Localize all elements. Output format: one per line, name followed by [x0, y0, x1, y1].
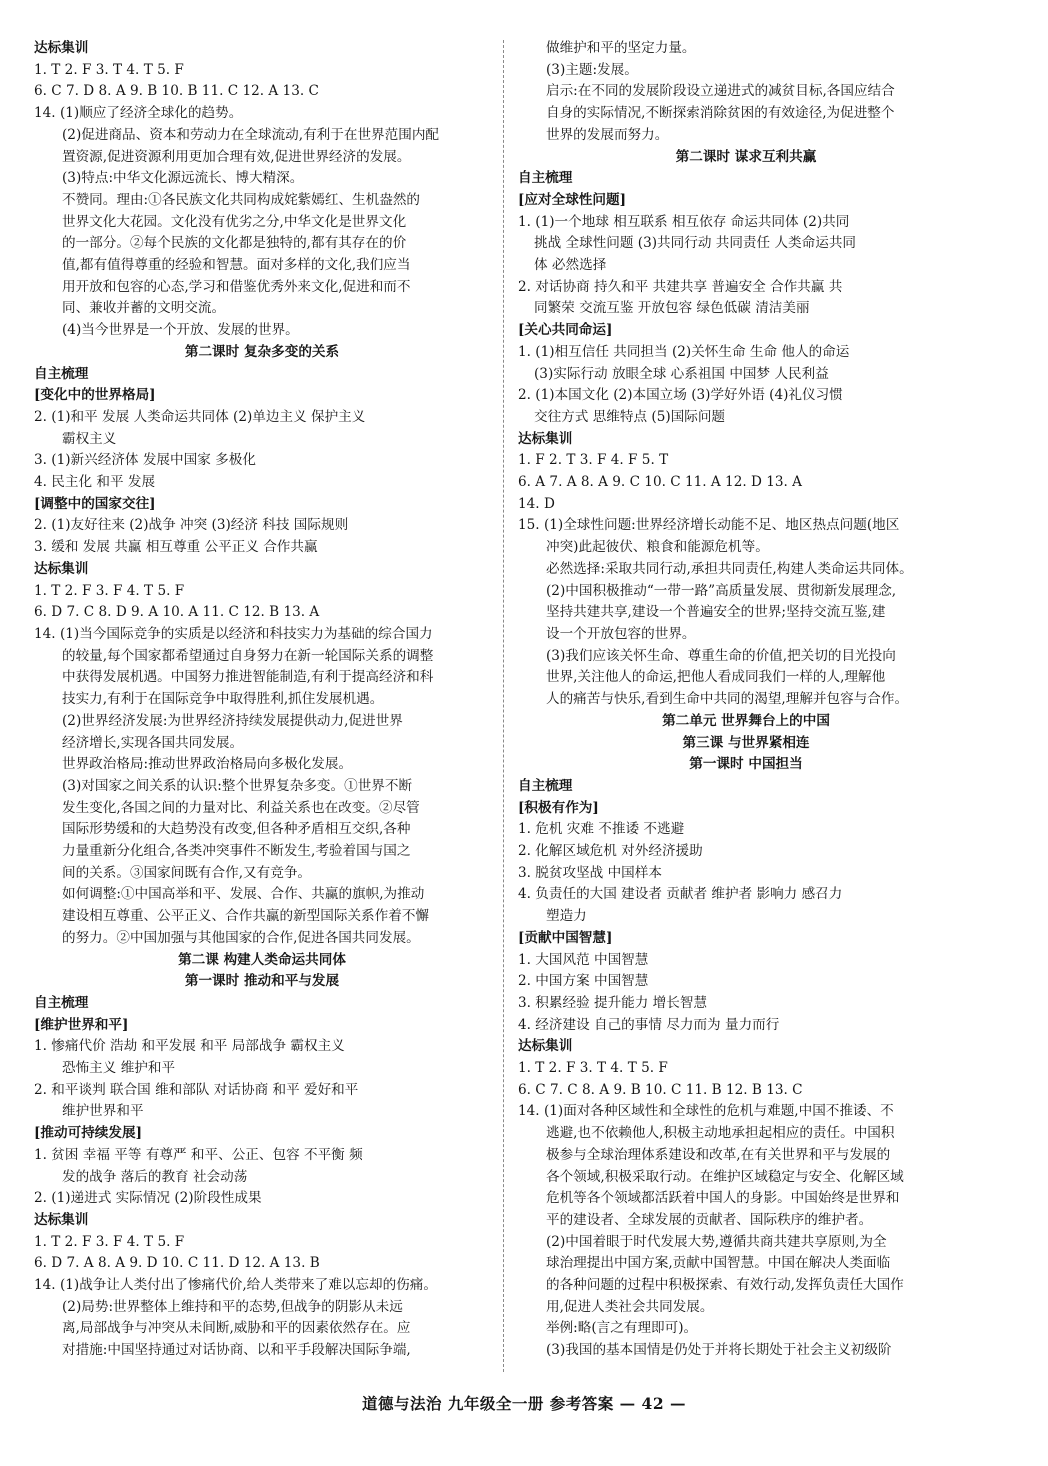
- left-answer-line: 值,都有值得尊重的经验和智慧。面对多样的文化,我们应当: [62, 257, 411, 274]
- left-lesson-title: 第二课 构建人类命运共同体: [178, 951, 346, 968]
- right-answer-line: 4. 经济建设 自己的事情 尽力而为 量力而行: [518, 1016, 780, 1033]
- left-answer-line: 6. D 7. A 8. A 9. D 10. C 11. D 12. A 13. B: [34, 1255, 320, 1272]
- right-answer-line: 逃避,也不依赖他人,积极主动地承担起相应的责任。中国积: [546, 1125, 895, 1142]
- left-answer-line: 2. (1)和平 发展 人类命运共同体 (2)单边主义 保护主义: [34, 408, 366, 425]
- left-section-heading: 自主梳理: [34, 365, 89, 382]
- right-answer-line: 6. A 7. A 8. A 9. C 10. C 11. A 12. D 13. A: [518, 474, 802, 491]
- right-answer-line: 冲突)此起彼伏、粮食和能源危机等。: [546, 539, 769, 556]
- right-answer-line: (2)中国积极推动“一带一路”高质量发展、贯彻新发展理念,: [546, 582, 897, 599]
- right-answer-line: 平的建设者、全球发展的贡献者、国际秩序的维护者。: [546, 1211, 873, 1228]
- right-answer-line: 危机等各个领域都活跃着中国人的身影。中国始终是世界和: [546, 1190, 900, 1207]
- column-divider: [503, 40, 504, 1372]
- left-answer-line: 对措施:中国坚持通过对话协商、以和平手段解决国际争端,: [62, 1342, 411, 1359]
- right-lesson-title: 第一课时 中国担当: [689, 756, 803, 773]
- left-answer-line: 1. T 2. F 3. F 4. T 5. F: [34, 582, 185, 599]
- left-section-heading: 达标集训: [34, 560, 89, 577]
- right-answer-line: 3. 脱贫攻坚战 中国样本: [518, 864, 662, 881]
- right-answer-line: 1. 危机 灾难 不推诿 不逃避: [518, 821, 685, 838]
- left-section-heading: 达标集训: [34, 1211, 89, 1228]
- right-answer-line: 6. C 7. C 8. A 9. B 10. C 11. B 12. B 13. C: [518, 1081, 803, 1098]
- right-answer-line: 15. (1)全球性问题:世界经济增长动能不足、地区热点问题(地区: [518, 517, 900, 534]
- left-answer-line: 中获得发展机遇。中国努力推进智能制造,有利于提高经济和科: [62, 669, 434, 686]
- right-answer-line: 体 必然选择: [534, 257, 607, 274]
- right-section-heading: 自主梳理: [518, 170, 573, 187]
- right-answer-line: 各个领域,积极采取行动。在维护区域稳定与安全、化解区域: [546, 1168, 904, 1185]
- left-answer-line: 14. (1)当今国际竞争的实质是以经济和科技实力为基础的综合国力: [34, 625, 433, 642]
- right-answer-line: 必然选择:采取共同行动,承担共同责任,构建人类命运共同体。: [546, 560, 913, 577]
- left-answer-line: (4)当今世界是一个开放、发展的世界。: [62, 322, 299, 339]
- left-answer-line: 1. 贫困 幸福 平等 有尊严 和平、公正、包容 不平衡 频: [34, 1146, 363, 1163]
- left-answer-line: 间的关系。③国家间既有合作,又有竞争。: [62, 864, 312, 881]
- page-footer: 道德与法治 九年级全一册 参考答案 — 42 —: [361, 1394, 687, 1413]
- left-answer-line: 14. (1)战争让人类付出了惨痛代价,给人类带来了难以忘却的伤痛。: [34, 1277, 437, 1294]
- right-topic-heading: [积极有作为]: [518, 799, 599, 816]
- left-lesson-title: 第二课时 复杂多变的关系: [184, 343, 340, 360]
- right-answer-line: 2. 对话协商 持久和平 共建共享 普遍安全 合作共赢 共: [518, 278, 843, 295]
- right-answer-line: (3)实际行动 放眼全球 心系祖国 中国梦 人民利益: [534, 365, 829, 382]
- left-answer-line: (2)局势:世界整体上维持和平的态势,但战争的阴影从未远: [62, 1298, 403, 1315]
- right-topic-heading: [贡献中国智慧]: [518, 929, 613, 946]
- right-column: [518, 38, 974, 1362]
- right-section-heading: 达标集训: [518, 1038, 573, 1055]
- left-lesson-title: 第一课时 推动和平与发展: [184, 973, 340, 990]
- right-answer-line: 1. 大国风范 中国智慧: [518, 951, 649, 968]
- left-answer-line: 2. (1)友好往来 (2)战争 冲突 (3)经济 科技 国际规则: [34, 517, 349, 534]
- left-topic-heading: [调整中的国家交往]: [34, 495, 156, 512]
- left-answer-line: 同、兼收并蓄的文明交流。: [62, 300, 226, 317]
- right-answer-line: 3. 积累经验 提升能力 增长智慧: [518, 994, 708, 1011]
- right-lesson-title: 第二单元 世界舞台上的中国: [662, 712, 830, 729]
- right-answer-line: 4. 负责任的大国 建设者 贡献者 维护者 影响力 感召力: [518, 886, 843, 903]
- right-answer-line: (3)主题:发展。: [546, 61, 638, 78]
- left-answer-line: 的努力。②中国加强与其他国家的合作,促进各国共同发展。: [62, 929, 420, 946]
- left-answer-line: 力量重新分化组合,各类冲突事件不断发生,考验着国与国之: [62, 843, 411, 860]
- right-answer-line: 挑战 全球性问题 (3)共同行动 共同责任 人类命运共同: [534, 235, 857, 252]
- left-column: [34, 38, 490, 1362]
- left-answer-line: 建设相互尊重、公平正义、合作共赢的新型国际关系作着不懈: [62, 908, 430, 925]
- right-answer-line: 极参与全球治理体系建设和改革,在有关世界和平与发展的: [546, 1146, 891, 1163]
- right-answer-line: 14. (1)面对各种区域性和全球性的危机与难题,中国不推诿、不: [518, 1103, 894, 1120]
- right-answer-line: 世界的发展而努力。: [546, 126, 669, 143]
- left-answer-line: 置资源,促进资源利用更加合理有效,促进世界经济的发展。: [62, 148, 411, 165]
- left-section-heading: 自主梳理: [34, 994, 89, 1011]
- right-answer-line: 1. (1)一个地球 相互联系 相互依存 命运共同体 (2)共同: [518, 213, 850, 230]
- right-answer-line: 启示:在不同的发展阶段设立递进式的减贫目标,各国应结合: [546, 83, 895, 100]
- right-answer-line: 的各种问题的过程中积极探索、有效行动,发挥负责任大国作: [546, 1277, 904, 1294]
- right-answer-line: 人的痛苦与快乐,看到生命中共同的渴望,理解并包容与合作。: [546, 691, 909, 708]
- right-answer-line: 2. 中国方案 中国智慧: [518, 973, 649, 990]
- right-answer-line: (3)我国的基本国情是仍处于并将长期处于社会主义初级阶: [546, 1342, 892, 1359]
- left-answer-line: 6. C 7. D 8. A 9. B 10. B 11. C 12. A 13. C: [34, 83, 319, 100]
- left-answer-line: 1. T 2. F 3. F 4. T 5. F: [34, 1233, 185, 1250]
- left-answer-line: 发的战争 落后的教育 社会动荡: [62, 1168, 248, 1185]
- right-answer-line: 1. F 2. T 3. F 4. F 5. T: [518, 452, 669, 469]
- left-answer-line: 技实力,有利于在国际竞争中取得胜利,抓住发展机遇。: [62, 691, 384, 708]
- right-answer-line: 同繁荣 交流互鉴 开放包容 绿色低碳 清洁美丽: [534, 300, 810, 317]
- right-topic-heading: [关心共同命运]: [518, 322, 613, 339]
- right-answer-line: 设一个开放包容的世界。: [546, 625, 696, 642]
- left-answer-line: 世界政治格局:推动世界政治格局向多极化发展。: [62, 756, 353, 773]
- left-answer-line: 4. 民主化 和平 发展: [34, 474, 156, 491]
- right-answer-line: 1. (1)相互信任 共同担当 (2)关怀生命 生命 他人的命运: [518, 343, 850, 360]
- left-answer-line: 离,局部战争与冲突从未间断,威胁和平的因素依然存在。应: [62, 1320, 411, 1337]
- right-answer-line: 1. T 2. F 3. T 4. T 5. F: [518, 1060, 668, 1077]
- left-answer-line: 恐怖主义 维护和平: [62, 1060, 176, 1077]
- right-answer-line: 自身的实际情况,不断探索消除贫困的有效途径,为促进整个: [546, 105, 895, 122]
- left-answer-line: 3. 缓和 发展 共赢 相互尊重 公平正义 合作共赢: [34, 539, 318, 556]
- right-answer-line: 世界,关注他人的命运,把他人看成同我们一样的人,理解他: [546, 669, 886, 686]
- right-answer-line: 2. (1)本国文化 (2)本国立场 (3)学好外语 (4)礼仪习惯: [518, 387, 843, 404]
- left-topic-heading: [推动可持续发展]: [34, 1125, 143, 1142]
- left-answer-line: 经济增长,实现各国共同发展。: [62, 734, 244, 751]
- left-section-heading: 达标集训: [34, 40, 89, 56]
- left-answer-line: 1. T 2. F 3. T 4. T 5. F: [34, 61, 184, 78]
- left-answer-line: 14. (1)顺应了经济全球化的趋势。: [34, 105, 243, 122]
- left-answer-line: 的较量,每个国家都希望通过自身努力在新一轮国际关系的调整: [62, 647, 434, 664]
- left-answer-line: 国际形势缓和的大趋势没有改变,但各种矛盾相互交织,各种: [62, 821, 411, 838]
- right-section-heading: 自主梳理: [518, 777, 573, 794]
- left-answer-line: 世界文化大花园。文化没有优劣之分,中华文化是世界文化: [62, 213, 407, 230]
- right-answer-line: (3)我们应该关怀生命、尊重生命的价值,把关切的目光投向: [546, 647, 896, 664]
- left-answer-line: 维护世界和平: [62, 1103, 144, 1120]
- right-answer-line: 球治理提出中国方案,贡献中国智慧。中国在解决人类面临: [546, 1255, 891, 1272]
- left-answer-line: 如何调整:①中国高举和平、发展、合作、共赢的旗帜,为推动: [62, 886, 425, 903]
- right-answer-line: (2)中国着眼于时代发展大势,遵循共商共建共享原则,为全: [546, 1233, 887, 1250]
- right-answer-line: 塑造力: [546, 908, 587, 925]
- left-answer-line: (3)特点:中华文化源远流长、博大精深。: [62, 170, 304, 187]
- right-answer-line: 坚持共建共享,建设一个普遍安全的世界;坚持交流互鉴,建: [546, 604, 886, 621]
- right-answer-line: 举例:略(言之有理即可)。: [546, 1320, 698, 1337]
- left-answer-line: 6. D 7. C 8. D 9. A 10. A 11. C 12. B 13. A: [34, 604, 320, 621]
- left-answer-line: 用开放和包容的心态,学习和借鉴优秀外来文化,促进和而不: [62, 278, 411, 295]
- right-lesson-title: 第二课时 谋求互利共赢: [675, 148, 817, 165]
- left-topic-heading: [维护世界和平]: [34, 1016, 129, 1033]
- right-section-heading: 达标集训: [518, 430, 573, 447]
- right-answer-line: 交往方式 思维特点 (5)国际问题: [534, 408, 726, 425]
- left-answer-line: (3)对国家之间关系的认识:整个世界复杂多变。①世界不断: [62, 777, 413, 794]
- right-topic-heading: [应对全球性问题]: [518, 191, 627, 208]
- right-answer-line: 2. 化解区域危机 对外经济援助: [518, 843, 703, 860]
- left-answer-line: 不赞同。理由:①各民族文化共同构成姹紫嫣红、生机盎然的: [62, 191, 421, 208]
- left-answer-line: 霸权主义: [62, 430, 117, 447]
- left-answer-line: (2)世界经济发展:为世界经济持续发展提供动力,促进世界: [62, 712, 403, 729]
- left-topic-heading: [变化中的世界格局]: [34, 387, 156, 404]
- right-answer-line: 14. D: [518, 495, 555, 512]
- left-answer-line: (2)促进商品、资本和劳动力在全球流动,有利于在世界范围内配: [62, 126, 440, 143]
- left-answer-line: 3. (1)新兴经济体 发展中国家 多极化: [34, 452, 256, 469]
- left-answer-line: 发生变化,各国之间的力量对比、利益关系也在改变。②尽管: [62, 799, 420, 816]
- left-answer-line: 2. 和平谈判 联合国 维和部队 对话协商 和平 爱好和平: [34, 1081, 359, 1098]
- right-answer-line: 用,促进人类社会共同发展。: [546, 1298, 714, 1315]
- left-answer-line: 2. (1)递进式 实际情况 (2)阶段性成果: [34, 1190, 262, 1207]
- right-lesson-title: 第三课 与世界紧相连: [682, 734, 810, 751]
- left-answer-line: 的一部分。②每个民族的文化都是独特的,都有其存在的价: [62, 235, 407, 252]
- right-answer-line: 做维护和平的坚定力量。: [546, 40, 696, 56]
- left-answer-line: 1. 惨痛代价 浩劫 和平发展 和平 局部战争 霸权主义: [34, 1038, 345, 1055]
